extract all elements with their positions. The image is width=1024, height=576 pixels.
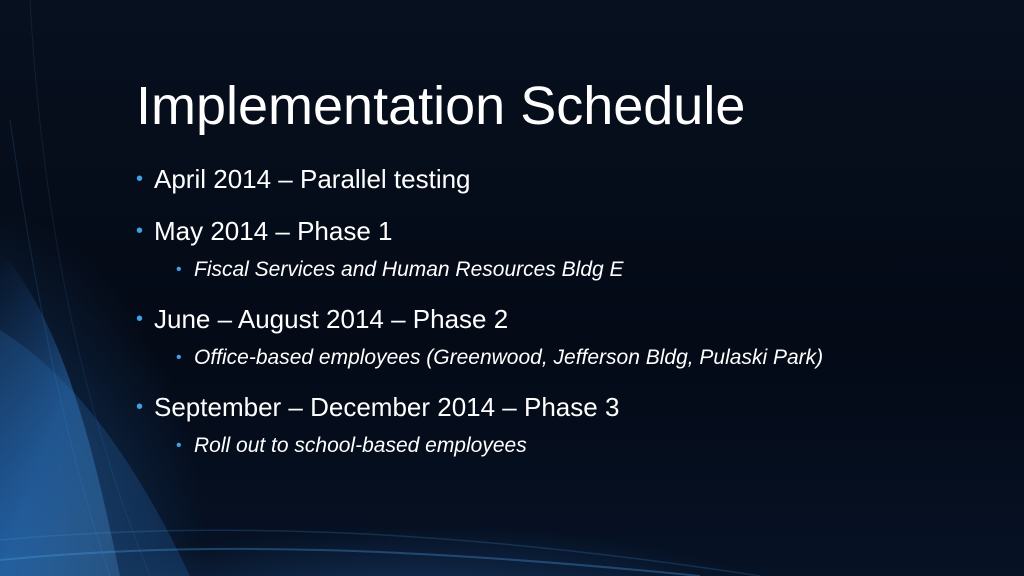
list-item-text: September – December 2014 – Phase 3 [154,392,620,422]
slide-title: Implementation Schedule [136,76,746,136]
bullet-icon: • [136,396,144,418]
bullet-icon: • [136,308,144,330]
sub-list-item [174,254,974,286]
schedule-list [134,160,974,462]
list-item [134,388,974,462]
list-item-text: June – August 2014 – Phase 2 [154,304,509,334]
sub-bullet-icon: • [176,261,182,278]
list-item [134,212,974,286]
sub-bullet-icon: • [176,349,182,366]
sub-list-item-text: Roll out to school-based employees [194,434,527,457]
sub-bullet-icon: • [176,437,182,454]
sub-list-item-text: Fiscal Services and Human Resources Bldg E [194,258,624,281]
list-item-text: May 2014 – Phase 1 [154,216,393,246]
list-item [134,300,974,374]
sub-list-item [174,342,974,374]
list-item-text: April 2014 – Parallel testing [154,164,471,194]
sub-list-item [174,430,974,462]
bullet-icon: • [136,168,144,190]
sub-list-item-text: Office-based employees (Greenwood, Jefferson Bldg, Pulaski Park) [194,346,824,369]
list-item [134,160,974,198]
bullet-icon: • [136,220,144,242]
